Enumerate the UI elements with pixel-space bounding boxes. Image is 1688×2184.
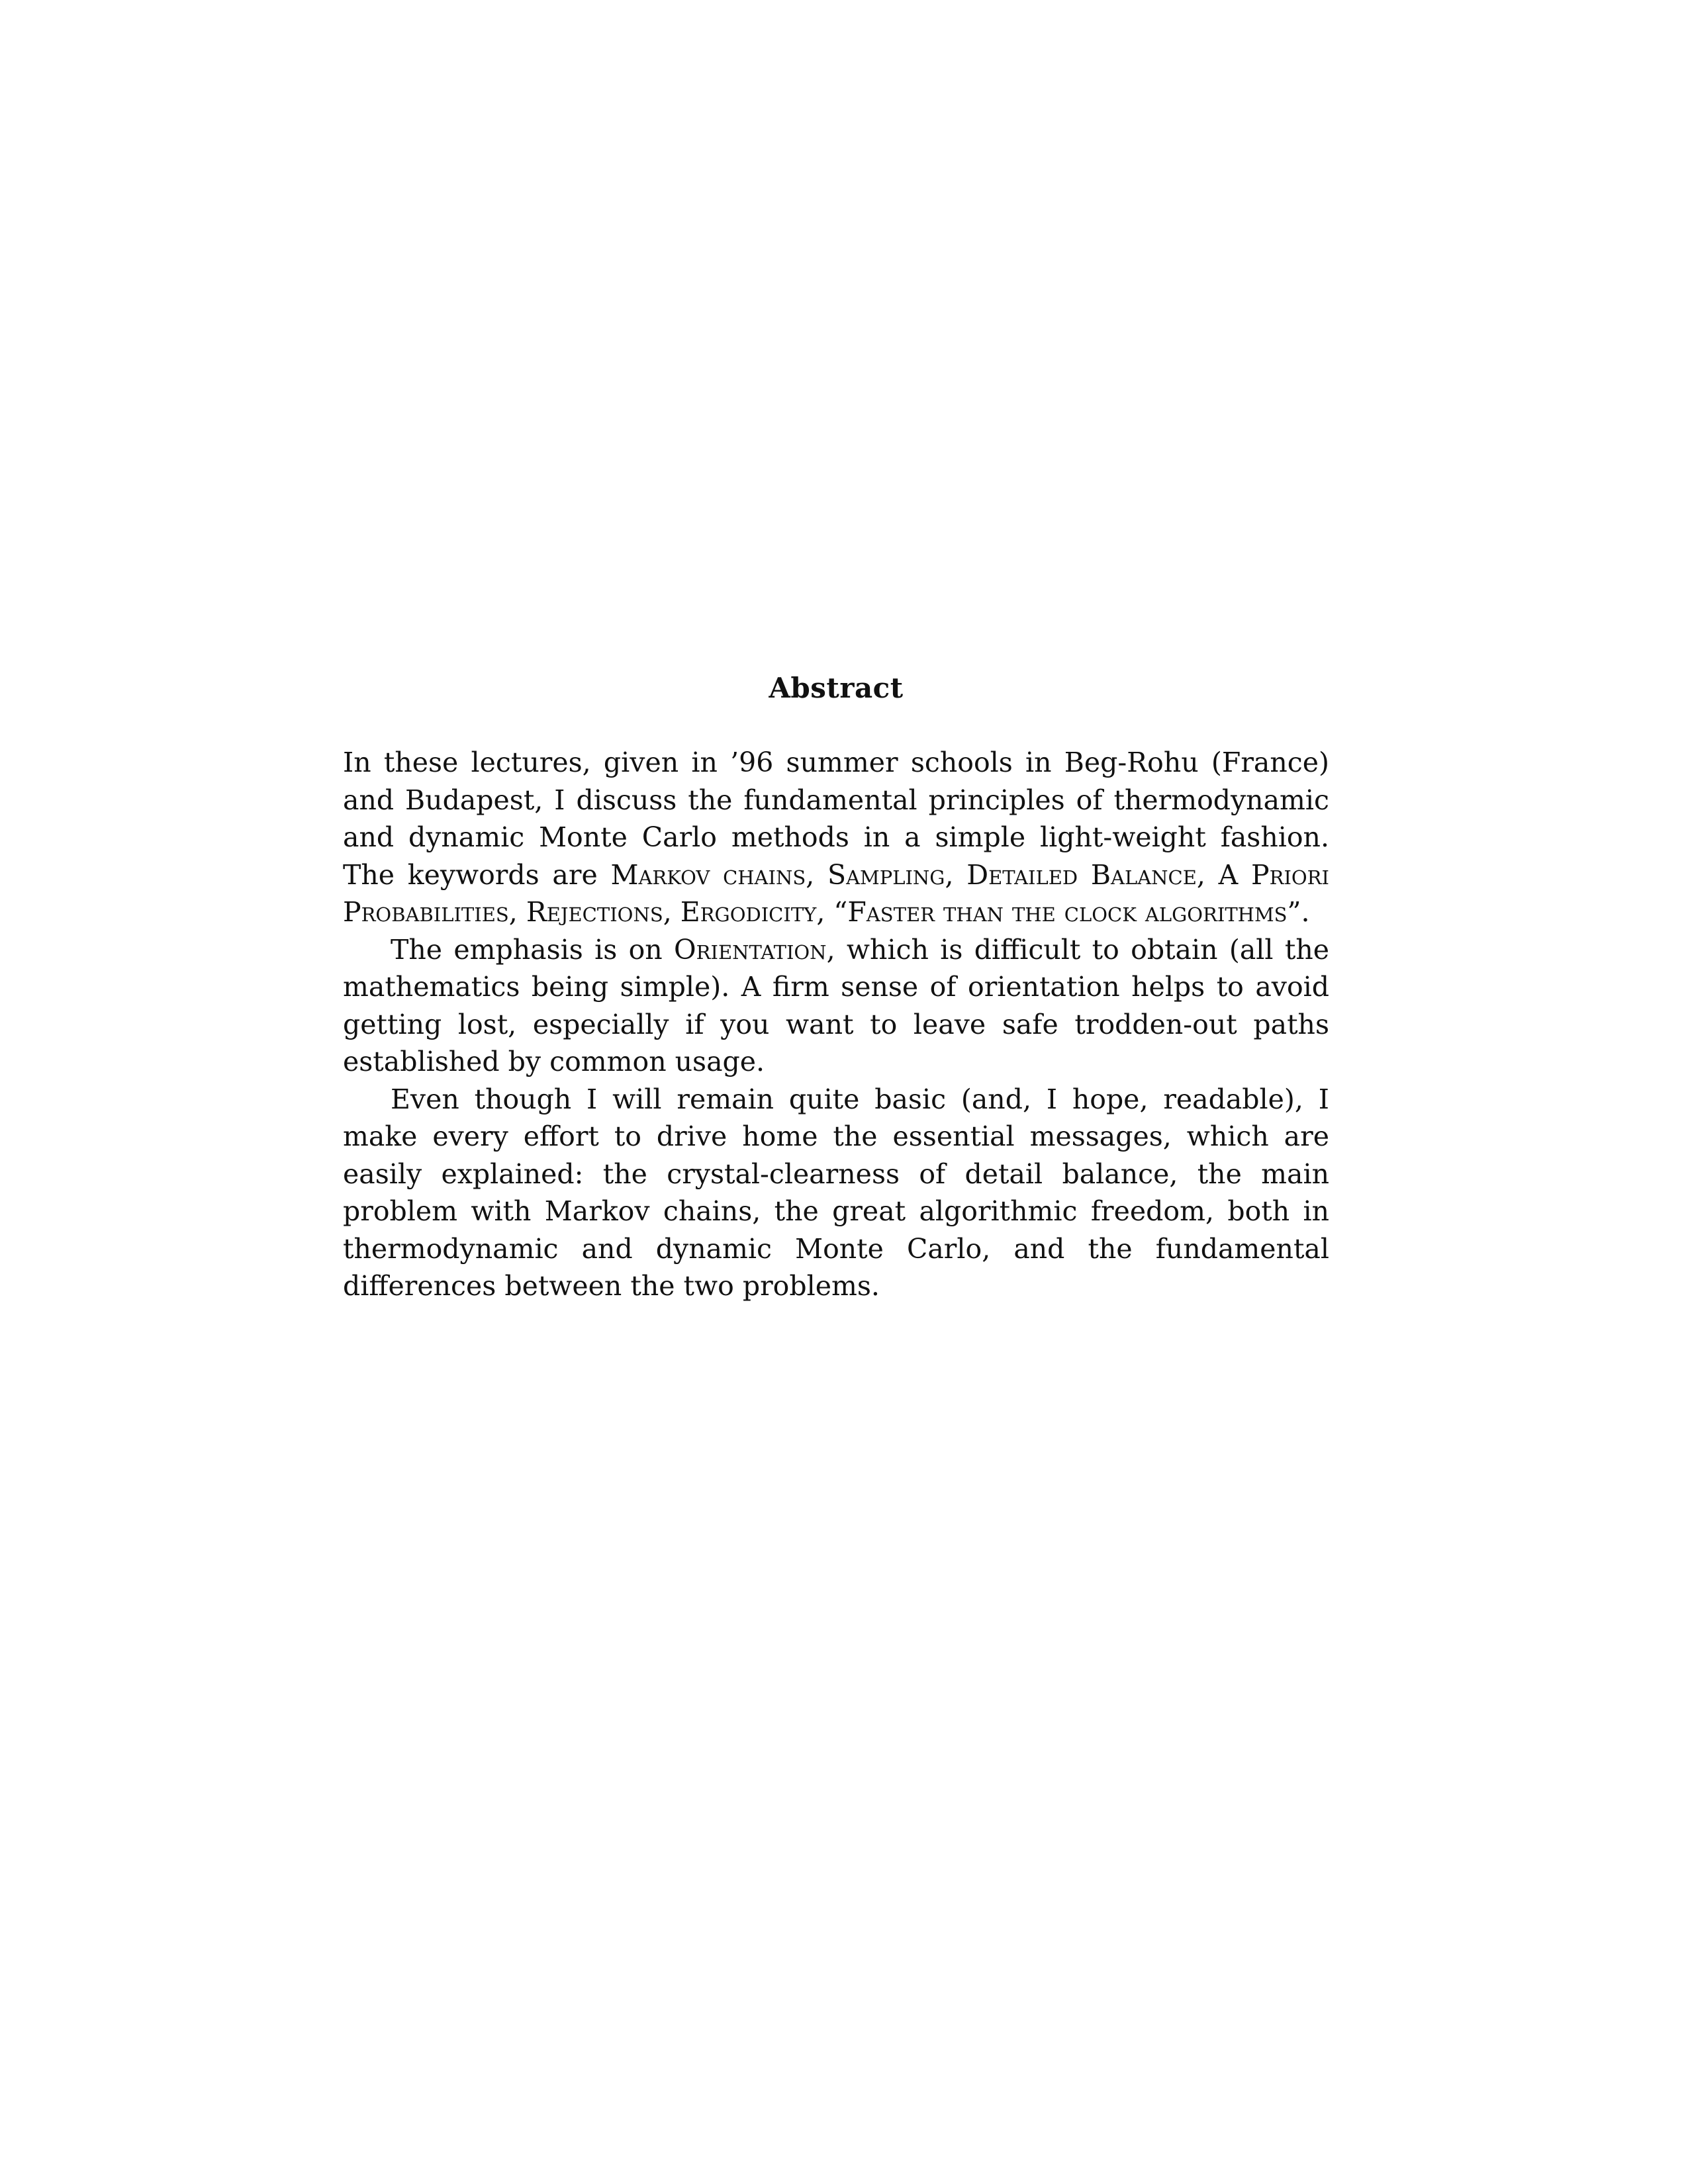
separator: ”.: [1287, 896, 1310, 928]
separator: ,: [806, 858, 827, 891]
separator: ,: [508, 896, 526, 928]
abstract-paragraph-3: Even though I will remain quite basic (and, I hope, readable), I make every effort to drive home the essential messages, which are easily explained: the crystal-clearness of detail balance, the main problem with Markov chains, the great algorithmic freedom, both in thermodynamic and dynamic Monte Carlo, and the fundamental differences between the two problems.: [343, 1083, 1329, 1302]
abstract-section: [343, 670, 1329, 1305]
p2-start: The emphasis is on: [391, 933, 675, 966]
keyword-markov-chains: Markov chains: [610, 858, 806, 891]
separator: ,: [945, 858, 967, 891]
keyword-ergodicity: Ergodicity: [680, 896, 817, 928]
separator: ,: [663, 896, 680, 928]
keyword-sampling: Sampling: [827, 858, 945, 891]
separator: ,: [1196, 858, 1219, 891]
keyword-faster-than-the-clock: Faster than the clock algorithms: [847, 896, 1288, 928]
keyword-detailed-balance: Detailed Balance: [966, 858, 1197, 891]
p2-rest: , which is difficult to obtain (all the mathematics being simple). A firm sense of orientation helps to avoid getting lost, especially if you want to leave safe trodden-out paths established by common usage.: [343, 933, 1329, 1077]
keyword-orientation: Orientation: [674, 933, 827, 966]
keyword-a-priori-probabilities: A Priori Probabilities: [343, 858, 1329, 928]
abstract-body: [343, 744, 1329, 1305]
abstract-paragraph-1: [343, 744, 1329, 931]
abstract-heading: Abstract: [769, 672, 904, 704]
p1-intro: In these lectures, given in ’96 summer schools in Beg-Rohu (France) and Budapest, I discuss the fundamental principles of thermodynamic and dynamic Monte Carlo methods in a simple light-weight fashion. The keywords are: [343, 747, 1329, 891]
abstract-paragraph-2: [343, 931, 1329, 1081]
keyword-rejections: Rejections: [526, 896, 663, 928]
separator: , “: [816, 896, 848, 928]
